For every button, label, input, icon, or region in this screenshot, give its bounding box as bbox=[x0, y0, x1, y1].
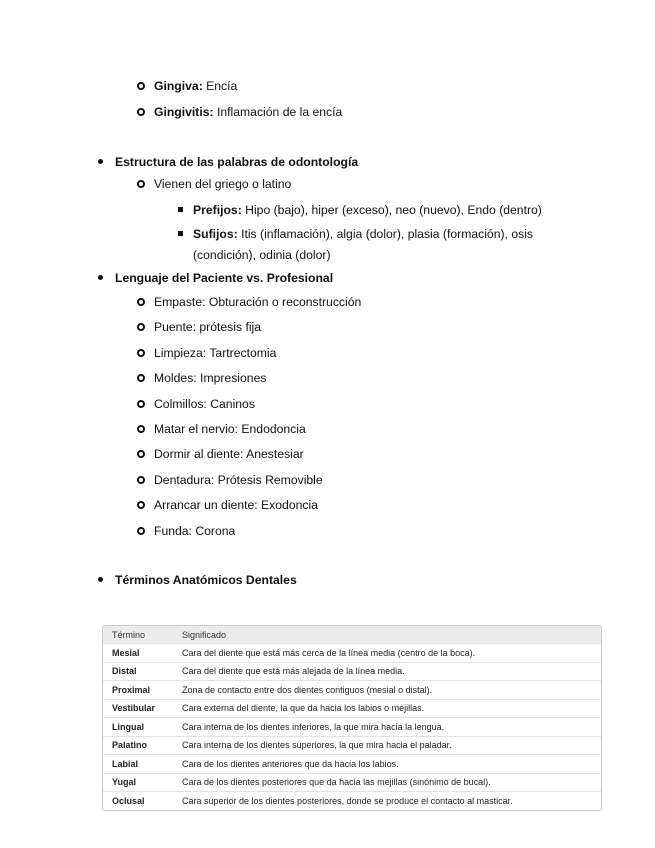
section-heading-estructura: Estructura de las palabras de odontología bbox=[115, 155, 359, 169]
table-header-row bbox=[103, 626, 601, 643]
list-item: Dentadura: Prótesis Removible bbox=[154, 473, 323, 487]
table-cell-meaning: Cara del diente que está más alejada de la línea media. bbox=[182, 666, 405, 677]
table-cell-term: Vestibular bbox=[112, 703, 156, 714]
table-cell-term: Oclusal bbox=[112, 795, 145, 806]
list-item-sufijos bbox=[193, 226, 533, 242]
table-row bbox=[103, 643, 601, 662]
list-item-sufijos-continuation: (condición), odinia (dolor) bbox=[193, 248, 331, 262]
column-header-significado: Significado bbox=[182, 629, 227, 640]
circle-bullet-icon bbox=[134, 319, 148, 331]
table-row bbox=[103, 773, 601, 792]
term-definition: Encía bbox=[202, 79, 238, 93]
list-item: Puente: prótesis fija bbox=[154, 320, 262, 334]
list-item-origin: Vienen del griego o latino bbox=[154, 177, 292, 191]
table-cell-meaning: Cara del diente que está más cerca de la línea media (centro de la boca). bbox=[182, 647, 476, 658]
term-label: Gingiva: bbox=[154, 79, 203, 93]
table-row bbox=[103, 754, 601, 773]
table-cell-term: Proximal bbox=[112, 684, 151, 695]
table-cell-meaning: Cara interna de los dientes superiores, la que mira hacia el paladar. bbox=[182, 740, 452, 751]
square-bullet-icon bbox=[173, 226, 187, 236]
list-item: Arrancar un diente: Exodoncia bbox=[154, 498, 318, 512]
bullet-icon bbox=[93, 154, 107, 164]
table-cell-meaning: Zona de contacto entre dos dientes contiguos (mesial o distal). bbox=[182, 684, 433, 695]
list-item-gingivitis bbox=[154, 104, 342, 120]
table-cell-term: Lingual bbox=[112, 721, 144, 732]
circle-bullet-icon bbox=[134, 523, 148, 535]
section-heading-lenguaje: Lenguaje del Paciente vs. Profesional bbox=[115, 271, 334, 285]
table-row bbox=[103, 717, 601, 736]
list-item-gingiva bbox=[154, 78, 237, 94]
bullet-icon bbox=[93, 572, 107, 582]
circle-bullet-icon bbox=[134, 497, 148, 509]
table-row bbox=[103, 736, 601, 755]
terms-table bbox=[102, 625, 602, 811]
table-cell-term: Mesial bbox=[112, 647, 140, 658]
list-item: Funda: Corona bbox=[154, 524, 236, 538]
circle-bullet-icon bbox=[134, 294, 148, 306]
table-row bbox=[103, 791, 601, 810]
table-row bbox=[103, 662, 601, 681]
table-row bbox=[103, 699, 601, 718]
circle-bullet-icon bbox=[134, 345, 148, 357]
section-heading-terminos: Términos Anatómicos Dentales bbox=[115, 573, 297, 587]
circle-bullet-icon bbox=[134, 104, 148, 116]
term-definition: Hipo (bajo), hiper (exceso), neo (nuevo), Endo (dentro) bbox=[241, 203, 542, 217]
list-item: Empaste: Obturación o reconstrucción bbox=[154, 295, 362, 309]
table-cell-meaning: Cara de los dientes posteriores que da hacia las mejillas (sinónimo de bucal). bbox=[182, 777, 491, 788]
term-label: Gingivitis: bbox=[154, 105, 214, 119]
circle-bullet-icon bbox=[134, 421, 148, 433]
table-cell-meaning: Cara de los dientes anteriores que da hacia los labios. bbox=[182, 758, 399, 769]
list-item: Moldes: Impresiones bbox=[154, 371, 267, 385]
bullet-icon bbox=[93, 270, 107, 280]
term-label: Prefijos: bbox=[193, 203, 242, 217]
list-item: Matar el nervio: Endodoncia bbox=[154, 422, 306, 436]
table-cell-term: Yugal bbox=[112, 777, 137, 788]
term-definition: Inflamación de la encía bbox=[213, 105, 343, 119]
circle-bullet-icon bbox=[134, 446, 148, 458]
table-cell-meaning: Cara interna de los dientes inferiores, la que mira hacia la lengua. bbox=[182, 721, 445, 732]
circle-bullet-icon bbox=[134, 370, 148, 382]
table-cell-term: Labial bbox=[112, 758, 139, 769]
circle-bullet-icon bbox=[134, 176, 148, 188]
list-item: Colmillos: Caninos bbox=[154, 397, 255, 411]
term-label: Sufijos: bbox=[193, 227, 238, 241]
column-header-termino: Término bbox=[112, 629, 146, 640]
list-item: Dormir al diente: Anestesiar bbox=[154, 447, 304, 461]
circle-bullet-icon bbox=[134, 396, 148, 408]
table-row bbox=[103, 680, 601, 699]
table-cell-meaning: Cara externa del diente, la que da hacia los labios o mejillas. bbox=[182, 703, 425, 714]
table-cell-term: Distal bbox=[112, 666, 137, 677]
square-bullet-icon bbox=[173, 202, 187, 212]
circle-bullet-icon bbox=[134, 472, 148, 484]
list-item: Limpieza: Tartrectomia bbox=[154, 346, 277, 360]
term-definition: Itis (inflamación), algia (dolor), plasia (formación), osis bbox=[237, 227, 533, 241]
circle-bullet-icon bbox=[134, 78, 148, 90]
table-cell-meaning: Cara superior de los dientes posteriores, donde se produce el contacto al masticar. bbox=[182, 795, 513, 806]
table-cell-term: Palatino bbox=[112, 740, 148, 751]
list-item-prefijos bbox=[193, 202, 542, 218]
